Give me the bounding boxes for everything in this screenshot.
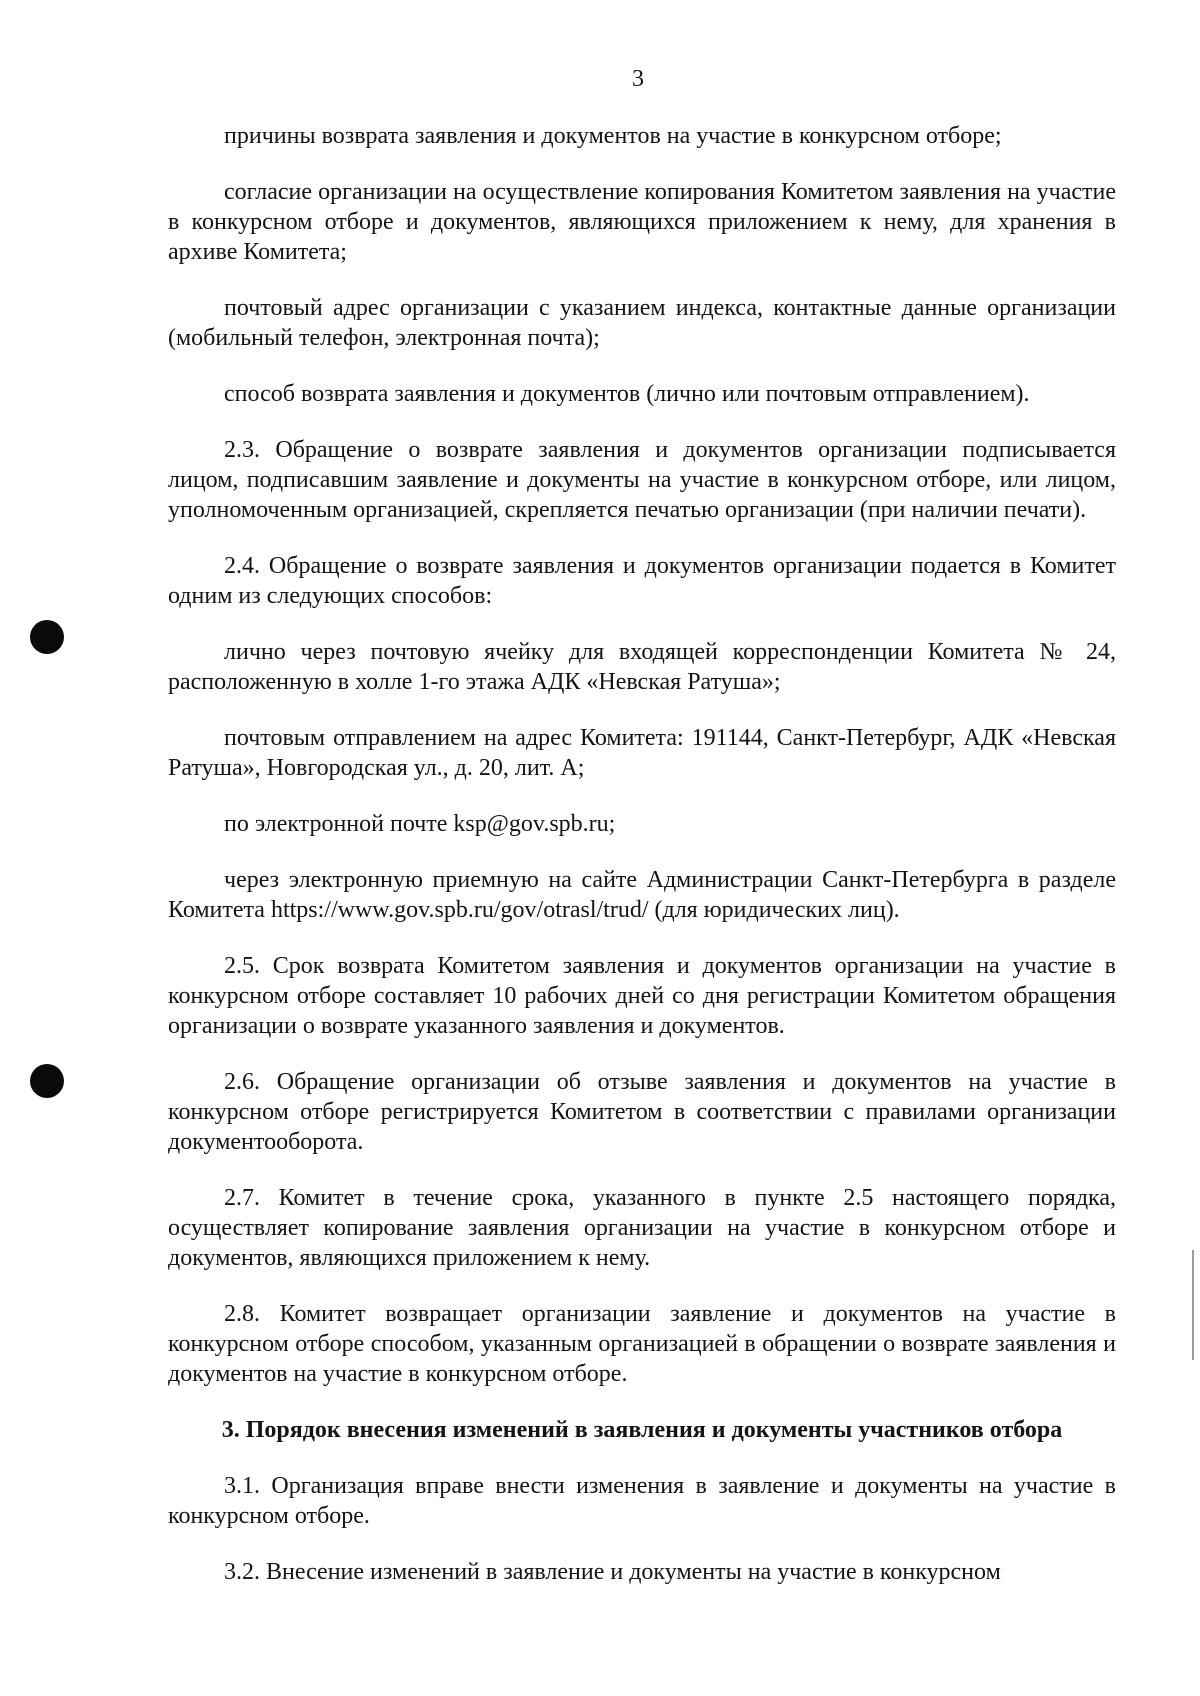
paragraph: 2.8. Комитет возвращает организации заявление и документов на участие в конкурсном отборе способом, указанным организацией в обращении о возврате заявления и документов на участие в конкурсном отборе. (168, 1301, 1116, 1387)
page-number: 3 (632, 66, 644, 92)
paragraph: 2.5. Срок возврата Комитетом заявления и документов организации на участие в конкурсном отборе составляет 10 рабочих дней со дня регистрации Комитетом обращения организации о возврате указанного заявления и документов. (168, 953, 1116, 1039)
paragraph: 2.6. Обращение организации об отзыве заявления и документов на участие в конкурсном отборе регистрируется Комитетом в соответствии с правилами организации документооборота. (168, 1069, 1116, 1155)
paragraph: согласие организации на осуществление копирования Комитетом заявления на участие в конкурсном отборе и документов, являющихся приложением к нему, для хранения в архиве Комитета; (168, 179, 1116, 265)
punch-hole (30, 620, 64, 654)
section-heading: 3. Порядок внесения изменений в заявления и документы участников отбора (221, 1417, 1063, 1443)
paragraph: причины возврата заявления и документов на участие в конкурсном отборе; (224, 123, 1002, 149)
punch-hole (30, 1064, 64, 1098)
paragraph: 2.4. Обращение о возврате заявления и документов организации подается в Комитет одним из следующих способов: (168, 553, 1116, 609)
document-body (168, 121, 1116, 1613)
paragraph: 3.2. Внесение изменений в заявление и документы на участие в конкурсном (224, 1559, 1001, 1585)
paragraph: почтовый адрес организации с указанием индекса, контактные данные организации (мобильный телефон, электронная почта); (168, 295, 1116, 351)
paragraph: лично через почтовую ячейку для входящей корреспонденции Комитета № 24, расположенную в холле 1-го этажа АДК «Невская Ратуша»; (168, 639, 1116, 695)
paragraph: через электронную приемную на сайте Администрации Санкт-Петербурга в разделе Комитета https://www.gov.spb.ru/gov/otrasl/trud/ (для юридических лиц). (168, 867, 1116, 923)
paragraph: по электронной почте ksp@gov.spb.ru; (224, 811, 616, 837)
paragraph: почтовым отправлением на адрес Комитета: 191144, Санкт-Петербург, АДК «Невская Ратуша», Новгородская ул., д. 20, лит. А; (168, 725, 1116, 781)
paragraph: способ возврата заявления и документов (лично или почтовым отправлением). (224, 381, 1030, 407)
paragraph: 2.3. Обращение о возврате заявления и документов организации подписывается лицом, подписавшим заявление и документы на участие в конкурсном отборе, или лицом, уполномоченным организацией, скрепляется печатью организации (при наличии печати). (168, 437, 1116, 523)
paragraph: 2.7. Комитет в течение срока, указанного в пункте 2.5 настоящего порядка, осуществляет копирование заявления организации на участие в конкурсном отборе и документов, являющихся приложением к нему. (168, 1185, 1116, 1271)
scan-edge-mark (1192, 1250, 1194, 1360)
paragraph: 3.1. Организация вправе внести изменения в заявление и документы на участие в конкурсном отборе. (168, 1473, 1116, 1529)
